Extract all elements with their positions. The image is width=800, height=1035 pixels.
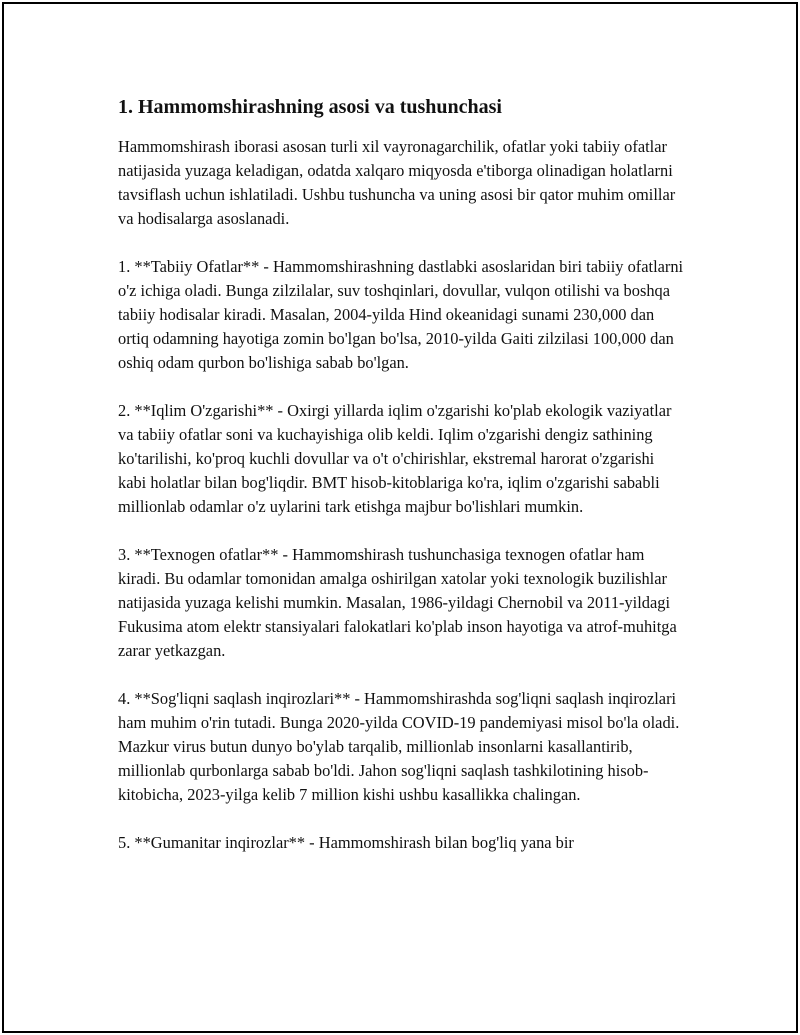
document-body [118, 94, 684, 879]
paragraph-humanitarian-crises: 5. **Gumanitar inqirozlar** - Hammomshirash bilan bog'liq yana bir [118, 833, 574, 852]
page-title: 1. Hammomshirashning asosi va tushunchasi [118, 96, 502, 118]
paragraph-natural-disasters: 1. **Tabiiy Ofatlar** - Hammomshirashning dastlabki asoslaridan biri tabiiy ofatlarni o'z ichiga oladi. Bunga zilzilalar, suv toshqinlari, dovullar, vulqon otilishi va boshqa tabiiy hodisalar kiradi. Masalan, 2004-yilda Hind okeanidagi sunami 230,000 dan ortiq odamning hayotiga zomin bo'lgan bo'lsa, 2010-yilda Gaiti zilzilasi 100,000 dan oshiq odam qurbon bo'lishiga sabab bo'lgan. [118, 257, 684, 372]
paragraph-climate-change: 2. **Iqlim O'zgarishi** - Oxirgi yillarda iqlim o'zgarishi ko'plab ekologik vaziyatlar va tabiiy ofatlar soni va kuchayishiga olib keldi. Iqlim o'zgarishi dengiz sathining ko'tarilishi, ko'proq kuchli dovullar va o't o'chirishlar, ekstremal harorat o'zgarishi kabi holatlar bilan bog'liqdir. BMT hisob-kitoblariga ko'ra, iqlim o'zgarishi sababli millionlab odamlar o'z uylarini tark etishga majbur bo'lishlari mumkin. [118, 401, 672, 516]
paragraph-technogenic-disasters: 3. **Texnogen ofatlar** - Hammomshirash tushunchasiga texnogen ofatlar ham kiradi. Bu odamlar tomonidan amalga oshirilgan xatolar yoki texnologik buzilishlar natijasida yuzaga kelishi mumkin. Masalan, 1986-yildagi Chernobil va 2011-yildagi Fukusima atom elektr stansiyalari falokatlari ko'plab inson hayotiga va atrof-muhitga zarar yetkazgan. [118, 545, 677, 660]
paragraph-health-crises: 4. **Sog'liqni saqlash inqirozlari** - Hammomshirashda sog'liqni saqlash inqirozlari ham muhim o'rin tutadi. Bunga 2020-yilda COVID-19 pandemiyasi misol bo'la oladi. Mazkur virus butun dunyo bo'ylab tarqalib, millionlab insonlarni kasallantirib, millionlab qurbonlarga sabab bo'ldi. Jahon sog'liqni saqlash tashkilotining hisob-kitobicha, 2023-yilga kelib 7 million kishi ushbu kasallikka chalingan. [118, 689, 680, 804]
intro-paragraph: Hammomshirash iborasi asosan turli xil vayronagarchilik, ofatlar yoki tabiiy ofatlar natijasida yuzaga keladigan, odatda xalqaro miqyosda e'tiborga olinadigan holatlarni tavsiflash uchun ishlatiladi. Ushbu tushuncha va uning asosi bir qator muhim omillar va hodisalarga asoslanadi. [118, 137, 676, 228]
